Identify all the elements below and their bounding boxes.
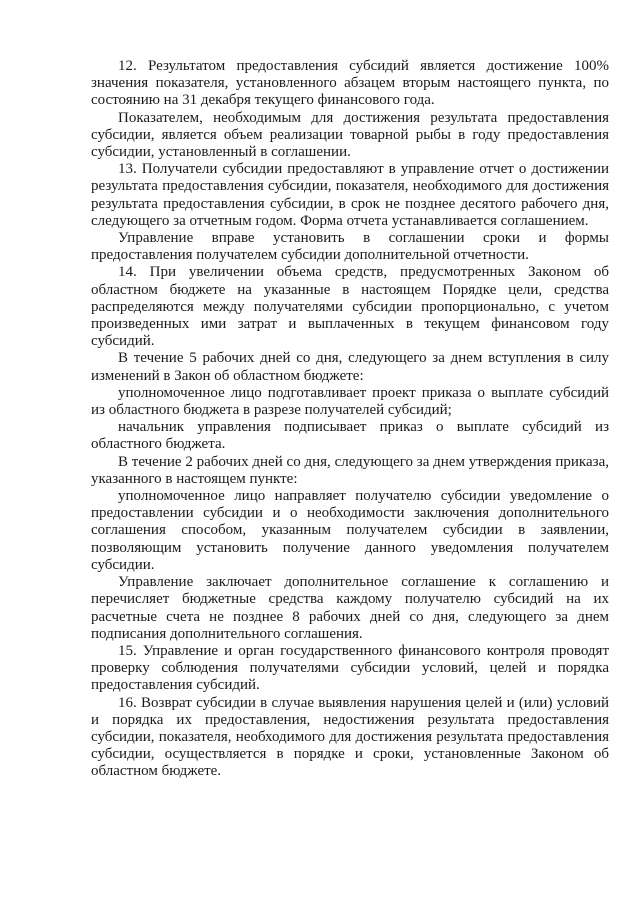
paragraph-12-result: 12. Результатом предоставления субсидий является достижение 100% значения показателя, установленного абзацем вторым настоящего пункта, по состоянию на 31 декабря текущего финансового года. xyxy=(91,58,609,109)
paragraph-16-refund: 16. Возврат субсидии в случае выявления нарушения целей и (или) условий и порядка их предоставления, недостижения результата предоставления субсидии, показателя, необходимого для достижения результата предоставления субсидии, осуществляется в порядке и сроки, установленные Законом об областном бюджете. xyxy=(91,694,609,780)
paragraph-13-report: 13. Получатели субсидии предоставляют в управление отчет о достижении результата предоставления субсидии, показателя, необходимого для достижения результата предоставления субсидии, в срок не позднее десятого рабочего дня, следующего за отчетным годом. Форма отчета устанавливается соглашением. xyxy=(91,161,609,229)
document-page xyxy=(91,58,609,781)
paragraph-draft-order: уполномоченное лицо подготавливает проект приказа о выплате субсидий из областного бюджета в разрезе получателей субсидий; xyxy=(91,384,609,419)
paragraph-head-signs: начальник управления подписывает приказ о выплате субсидий из областного бюджета. xyxy=(91,419,609,453)
paragraph-5-days: В течение 5 рабочих дней со дня, следующего за днем вступления в силу изменений в Закон об областном бюджете: xyxy=(91,350,609,384)
paragraph-15-control: 15. Управление и орган государственного финансового контроля проводят проверку соблюдения получателями субсидии условий, целей и порядка предоставления субсидий. xyxy=(91,642,609,694)
paragraph-notification: уполномоченное лицо направляет получателю субсидии уведомление о предоставлении субсидии и о необходимости заключения дополнительного соглашения способом, указанным получателем субсидии в заявлении, позволяющим установить получение данного уведомления получателем субсидии. xyxy=(91,488,609,573)
paragraph-indicator: Показателем, необходимым для достижения результата предоставления субсидии, является объем реализации товарной рыбы в году предоставления субсидии, установленный в соглашении. xyxy=(91,109,609,161)
paragraph-14-funds-increase: 14. При увеличении объема средств, предусмотренных Законом об областном бюджете на указанные в настоящем Порядке цели, средства распределяются между получателями субсидии пропорционально, с учетом произведенных ими затрат и выплаченных в текущем финансовом году субсидий. xyxy=(91,264,609,350)
paragraph-2-days: В течение 2 рабочих дней со дня, следующего за днем утверждения приказа, указанного в настоящем пункте: xyxy=(91,453,609,487)
paragraph-additional-agreement: Управление заключает дополнительное соглашение к соглашению и перечисляет бюджетные средства каждому получателю субсидий на их расчетные счета не позднее 8 рабочих дней со дня, следующего за днем подписания дополнительного соглашения. xyxy=(91,574,609,642)
paragraph-additional-reporting: Управление вправе установить в соглашении сроки и формы предоставления получателем субсидии дополнительной отчетности. xyxy=(91,230,609,264)
